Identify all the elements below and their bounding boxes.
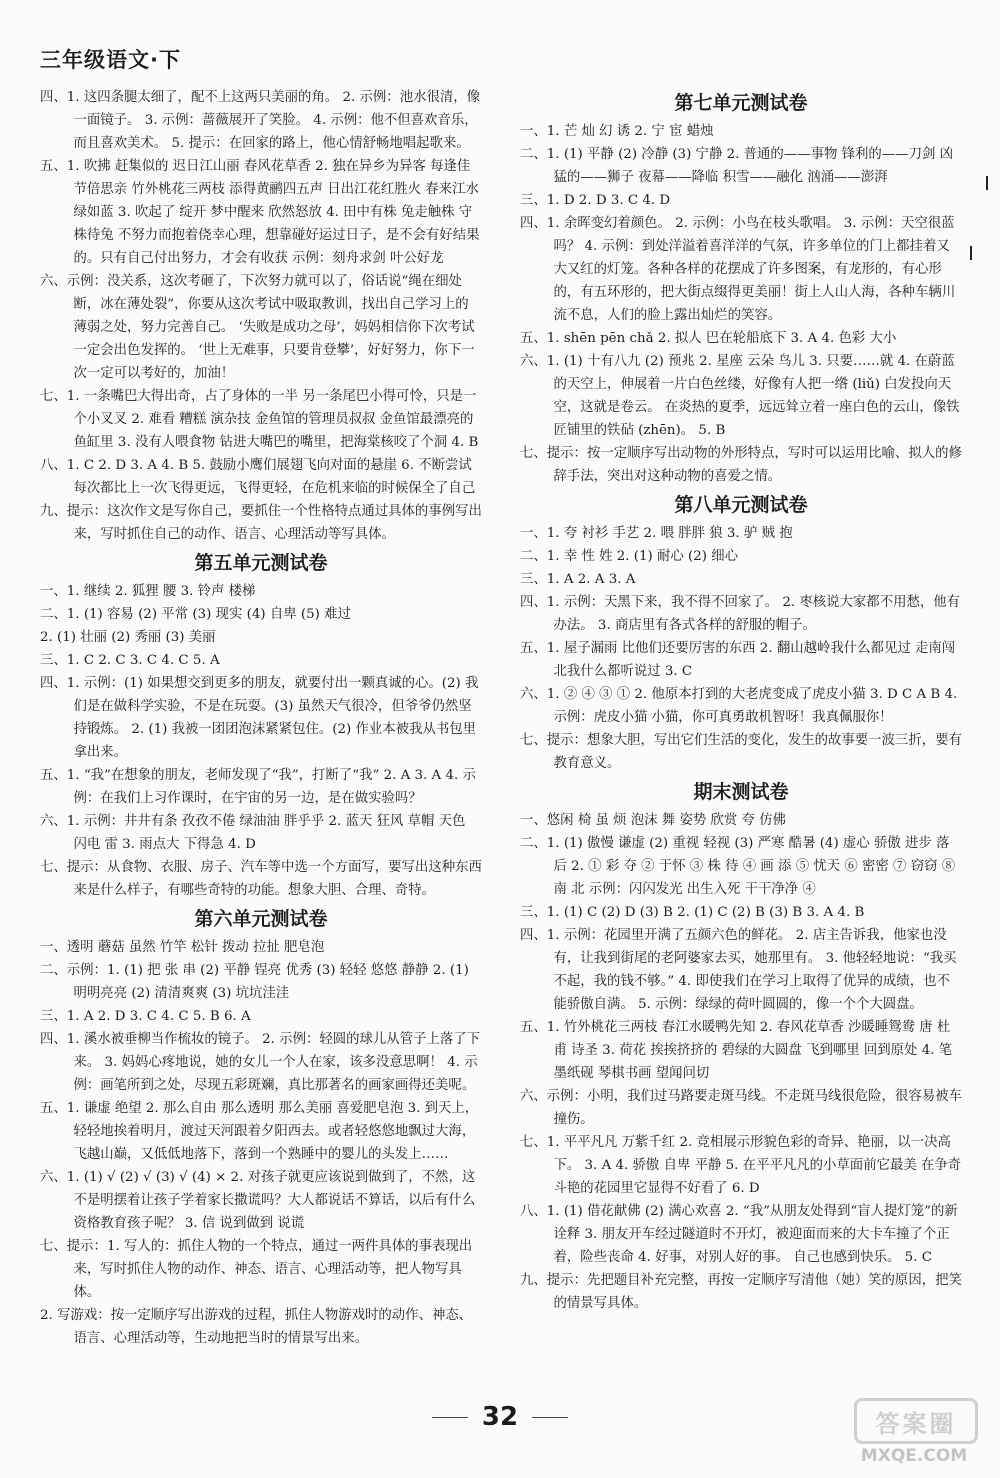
answer-item: 三、1. A 2. D 3. C 4. C 5. B 6. A [40,1009,251,1024]
watermark-site: MXQE.COM [860,1446,968,1466]
answer-item: 2. (1) 壮丽 (2) 秀丽 (3) 美丽 [40,630,216,645]
answer-item: 六、示例：没关系，这次考砸了，下次努力就可以了，俗话说“绳在细处断，冰在薄处裂”，你要从这次考试中吸取教训，找出自己学习上的薄弱之处，努力完善自己。 ‘失败是成功之母’，妈妈相信你下次考试一定会出色发挥的。 ‘世上无难事，只要肯登攀’，好好努力，你下一次一定可以考好的，加油！ [40,274,475,381]
section-title-unit8: 第八单元测试卷 [674,494,808,516]
answer-item: 七、提示：从食物、衣服、房子、汽车等中选一个方面写，要写出这种东西来是什么样子，有哪些奇特的功能。想象大胆、合理、奇特。 [40,860,482,898]
answer-item: 四、1. 示例：花园里开满了五颜六色的鲜花。 2. 店主告诉我，他家也没有，让我到街尾的老阿婆家去买，她那里有。 3. 他轻轻地说：“我买不起，我的钱不够。” 4. 即使我们在学习上取得了优异的成绩，也不能骄傲自满。 5. 示例：绿绿的荷叶圆圆的，像一个个大圆盘。 [520,928,957,1012]
answer-item: 四、1. 示例：天黑下来，我不得不回家了。 2. 枣核说大家都不用愁，他有办法。 3. 商店里有各式各样的舒服的帽子。 [520,595,961,633]
answer-item: 七、1. 一条嘴巴大得出奇，占了身体的一半 另一条尾巴小得可怜，只是一个小叉叉 2. 难看 糟糕 演杂技 金鱼馆的管理员叔叔 金鱼馆最漂亮的鱼缸里 3. 没有人喂食物 钻进大嘴巴的嘴里，把海棠核咬了个洞 4. B [40,389,479,450]
answer-item: 七、提示：想象大胆，写出它们生活的变化，发生的故事要一波三折，要有教育意义。 [520,733,962,771]
dash-right [532,1417,568,1418]
answer-item: 一、1. 芒 灿 幻 诱 2. 宁 宦 蜡烛 [520,124,714,139]
margin-mark [970,246,972,260]
answer-item: 三、1. C 2. C 3. C 4. C 5. A [40,653,220,668]
answer-item: 七、提示：1. 写人的：抓住人物的一个特点，通过一两件具体的事表现出来，写时抓住人物的动作、神态、语言、心理活动等，把人物写具体。 [40,1239,473,1300]
answer-item: 四、1. 余晖变幻着颜色。 2. 示例：小鸟在枝头歌唱。 3. 示例：天空很蓝吗？ 4. 示例：到处洋溢着喜洋洋的气氛，许多单位的门上都挂着又大又红的灯笼。各种各样的花摆成了许多图案，有龙形的，有心形的，有五环形的，把大街点缀得更美丽！街上人山人海，各种车辆川流不息，人们的脸上露出灿烂的笑容。 [520,216,956,323]
answer-item: 九、提示：这次作文是写你自己，要抓住一个性格特点通过具体的事例写出来，写时抓住自己的动作、语言、心理活动等写具体。 [40,504,482,542]
answer-item: 六、1. (1) √ (2) √ (3) √ (4) × 2. 对孩子就更应该说到做到了，不然，这不是明摆着让孩子学着家长撒谎吗？大人都说话不算话，以后有什么资格教育孩子呢？ 3. 信 说到做到 说谎 [40,1170,476,1231]
answer-item: 六、1. ② ④ ③ ① 2. 他原本打到的大老虎变成了虎皮小猫 3. D C A B 4. 示例：虎皮小猫 小猫，你可真勇敢机智呀！我真佩服你！ [520,687,962,725]
answer-item: 一、1. 夸 衬衫 手艺 2. 喂 胖胖 狼 3. 驴 贼 抱 [520,526,793,541]
answer-item: 六、1. (1) 十有八九 (2) 预兆 2. 星座 云朵 鸟儿 3. 只要……就 4. 在蔚蓝的天空上，伸展着一片白色丝缕，好像有人把一绺 (liǔ) 白发投向天空，这就是卷云。 在炎热的夏季，远远耸立着一座白色的云山，像铁匠铺里的铁砧 (zhēn)。 5. B [520,354,960,438]
right-column [520,86,962,1315]
answer-item: 七、1. 平平凡凡 万紫千红 2. 竞相展示形貌色彩的奇异、艳丽，以一决高下。 3. A 4. 骄傲 自卑 平静 5. 在平平凡凡的小草面前它最美 在争奇斗艳的花园里它显得不好看了 6. D [520,1135,962,1196]
answer-item: 二、1. (1) 容易 (2) 平常 (3) 现实 (4) 自卑 (5) 难过 [40,607,351,622]
answer-item: 三、1. A 2. A 3. A [520,572,636,587]
answer-item: 二、示例：1. (1) 把 张 串 (2) 平静 锃亮 优秀 (3) 轻轻 悠悠 静静 2. (1) 明明亮亮 (2) 清清爽爽 (3) 坑坑洼洼 [40,963,474,1001]
answer-item: 三、1. (1) C (2) D (3) B 2. (1) C (2) B (3) B 3. A 4. B [520,905,865,920]
watermark-logo: 答案圈 [854,1398,978,1444]
answer-item: 五、1. shēn pēn chǎ 2. 拟人 巴在轮船底下 3. A 4. 色彩 大小 [520,331,897,346]
answer-item: 四、1. 这四条腿太细了，配不上这两只美丽的角。 2. 示例：池水很清，像一面镜子。 3. 示例：蔷薇展开了笑脸。 4. 示例：他不但喜欢音乐，而且喜欢美术。 5. 提示：在回家的路上，他心情舒畅地唱起歌来。 [40,90,481,151]
answer-item: 二、1. (1) 平静 (2) 冷静 (3) 宁静 2. 普通的——事物 锋利的——刀剑 凶猛的——狮子 夜幕——降临 积雪——融化 汹涌——澎湃 [520,147,954,185]
answer-item: 一、1. 继续 2. 狐狸 腰 3. 铃声 楼梯 [40,584,256,599]
section-title-unit5: 第五单元测试卷 [194,552,328,574]
answer-item: 五、1. “我”在想象的朋友，老师发现了“我”，打断了“我” 2. A 3. A 4. 示例：在我们上习作课时，在宇宙的另一边，是在做实验吗？ [40,768,476,806]
answer-item: 2. 写游戏：按一定顺序写出游戏的过程，抓住人物游戏时的动作、神态、语言、心理活动等，生动地把当时的情景写出来。 [40,1308,473,1346]
watermark [844,1398,984,1464]
answer-item: 二、1. 幸 性 姓 2. (1) 耐心 (2) 细心 [520,549,739,564]
answer-item: 一、悠闲 椅 虽 烦 泡沫 舞 姿势 欣赏 夸 仿佛 [520,813,786,828]
answer-item: 八、1. (1) 借花献佛 (2) 满心欢喜 2. “我”从朋友处得到“盲人提灯笼”的新诠释 3. 朋友开车经过隧道时不开灯，被迎面而来的大卡车撞了个正着，险些丧命 4. 好事，对别人好的事。 自己也感到快乐。 5. C [520,1204,958,1265]
answer-item: 五、1. 谦虚 绝望 2. 那么自由 那么透明 那么美丽 喜爱肥皂泡 3. 到天上，轻轻地挨着明月，渡过天河跟着夕阳西去。或者轻悠悠地飘过大海，飞越山巅，又低低地落下，落到一个熟睡中的婴儿的头发上…… [40,1101,479,1162]
answer-item: 二、1. (1) 傲慢 谦虚 (2) 重视 轻视 (3) 严寒 酷暑 (4) 虚心 骄傲 进步 落后 2. ① 彩 夺 ② 于怀 ③ 株 待 ④ 画 添 ⑤ 忧天 ⑥ 密密 ⑦ 窃窃 ⑧ 南 北 示例：闪闪发光 出生入死 干干净净 ④ [520,836,960,897]
answer-item: 七、提示：按一定顺序写出动物的外形特点，写时可以运用比喻、拟人的修辞手法，突出对这种动物的喜爱之情。 [520,446,962,484]
answer-item: 五、1. 竹外桃花三两枝 春江水暖鸭先知 2. 春风花草香 沙暖睡鸳鸯 唐 杜甫 诗圣 3. 荷花 挨挨挤挤的 碧绿的大圆盘 飞到哪里 回到原处 4. 笔墨纸砚 琴棋书画 望闻问切 [520,1020,953,1081]
answer-item: 四、1. 示例：(1) 如果想交到更多的朋友，就要付出一颗真诚的心。(2) 我们是在做科学实验，不是在玩耍。(3) 虽然天气很冷，但爷爷仍然坚持锻炼。 2. (1) 我被一团团泡沫紧紧包住。(2) 作业本被我从书包里拿出来。 [40,676,479,760]
dash-left [432,1417,468,1418]
answer-item: 三、1. D 2. D 3. C 4. D [520,193,671,208]
answer-item: 六、1. 示例：井井有条 孜孜不倦 绿油油 胖乎乎 2. 蓝天 狂风 草帽 天色 闪电 雷 3. 雨点大 下得急 4. D [40,814,470,852]
section-title-unit7: 第七单元测试卷 [674,92,808,114]
section-title-unit6: 第六单元测试卷 [194,908,328,930]
answer-item: 六、示例：小明，我们过马路要走斑马线。不走斑马线很危险，很容易被车撞伤。 [520,1089,962,1127]
section-title-final: 期末测试卷 [693,781,789,803]
answer-item: 五、1. 屋子漏雨 比他们还要厉害的东西 2. 翻山越岭我什么都见过 走南闯北我什么都听说过 3. C [520,641,956,679]
answer-item: 八、1. C 2. D 3. A 4. B 5. 鼓励小鹰们展翅飞向对面的悬崖 6. 不断尝试 每次都比上一次飞得更远，飞得更轻，在危机来临的时候保全了自己 [40,458,477,496]
page-number-text: 32 [481,1402,519,1432]
answer-item: 一、透明 蘑菇 虽然 竹竿 松针 拨动 拉扯 肥皂泡 [40,940,325,955]
left-column [40,86,482,1350]
page-header: 三年级语文·下 [40,48,181,72]
margin-mark [986,176,988,190]
answer-item: 五、1. 吹拂 赶集似的 迟日江山丽 春风花草香 2. 独在异乡为异客 每逢佳节倍思亲 竹外桃花三两枝 添得黄鹂四五声 日出江花红胜火 春来江水绿如蓝 3. 吹起了 绽开 梦中醒来 欣然怒放 4. 田中有株 兔走触株 守株待兔 不努力而抱着侥幸心理，想靠碰好运过日子，是不会有好结果的。只有自己付出努力，才会有收获 示例：刻舟求剑 叶公好龙 [40,159,480,266]
answer-item: 四、1. 溪水被垂柳当作梳妆的镜子。 2. 示例：轻圆的球儿从管子上落了下来。 3. 妈妈心疼地说，她的女儿一个人在家，该多没意思啊！ 4. 示例：画笔所到之处，尽现五彩斑斓，真比那著名的画家画得还美呢。 [40,1032,481,1093]
intro-answers [40,86,482,546]
answer-item: 九、提示：先把题目补充完整，再按一定顺序写清他（她）笑的原因，把笑的情景写具体。 [520,1273,962,1311]
